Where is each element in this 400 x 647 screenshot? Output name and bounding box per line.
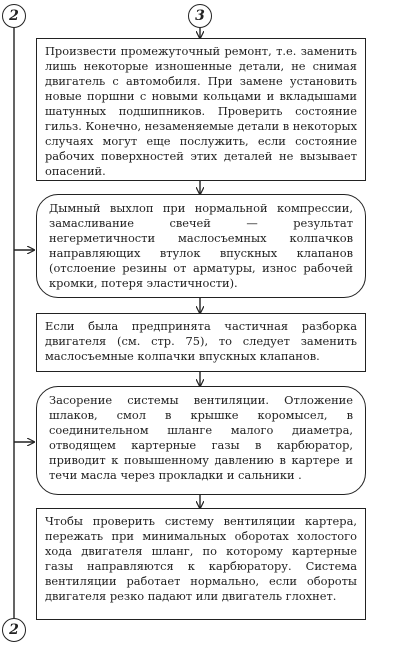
block-text: Если была предпринята частичная разборка двигателя (см. стр. 75), то следует заменить маслосъемные колпачки впускных клапанов. [45,319,357,363]
block-check-ventilation [36,508,366,620]
connector-left-top: 2 [2,4,26,28]
block-text: Произвести промежуточный ремонт, т.е. заменить лишь некоторые изношенные детали, не снимая двигатель с автомобиля. При замене установить новые поршни с новыми кольцами и вкладышами шатунных подшипников. Проверить состояние гильз. Конечно, незаменяемые детали в некоторых случаях могут еще послужить, если состояние рабочих поверхностей этих деталей не вызывает опасений. [45,44,358,178]
connector-left-bottom: 2 [2,618,26,642]
block-replace-valve-seals [36,313,366,372]
block-ventilation-clogging [36,386,366,495]
block-text: Засорение системы вентиляции. Отложение шлаков, смол в крышке коромысел, в соединительном шланге малого диаметра, отводящем картерные газы в карбюратор, приводит к повышенному давлению в картере и течи масла через прокладки и сальники . [49,393,353,482]
connector-top-center: 3 [188,4,212,28]
block-text: Дымный выхлоп при нормальной компрессии, замасливание свечей — результат негерметичности маслосъемных колпачков направляющих втулок впускных клапанов (отслоение резины от арматуры, износ рабочей кромки, потеря эластичности). [49,201,353,290]
block-intermediate-repair [36,38,366,181]
block-text: Чтобы проверить систему вентиляции картера, пережать при минимальных оборотах холостого хода двигателя шланг, по которому картерные газы направляются к карбюратору. Система вентиляции работает нормально, если обороты двигателя резко падают или двигатель глохнет. [45,514,357,603]
block-smoky-exhaust [36,194,366,298]
